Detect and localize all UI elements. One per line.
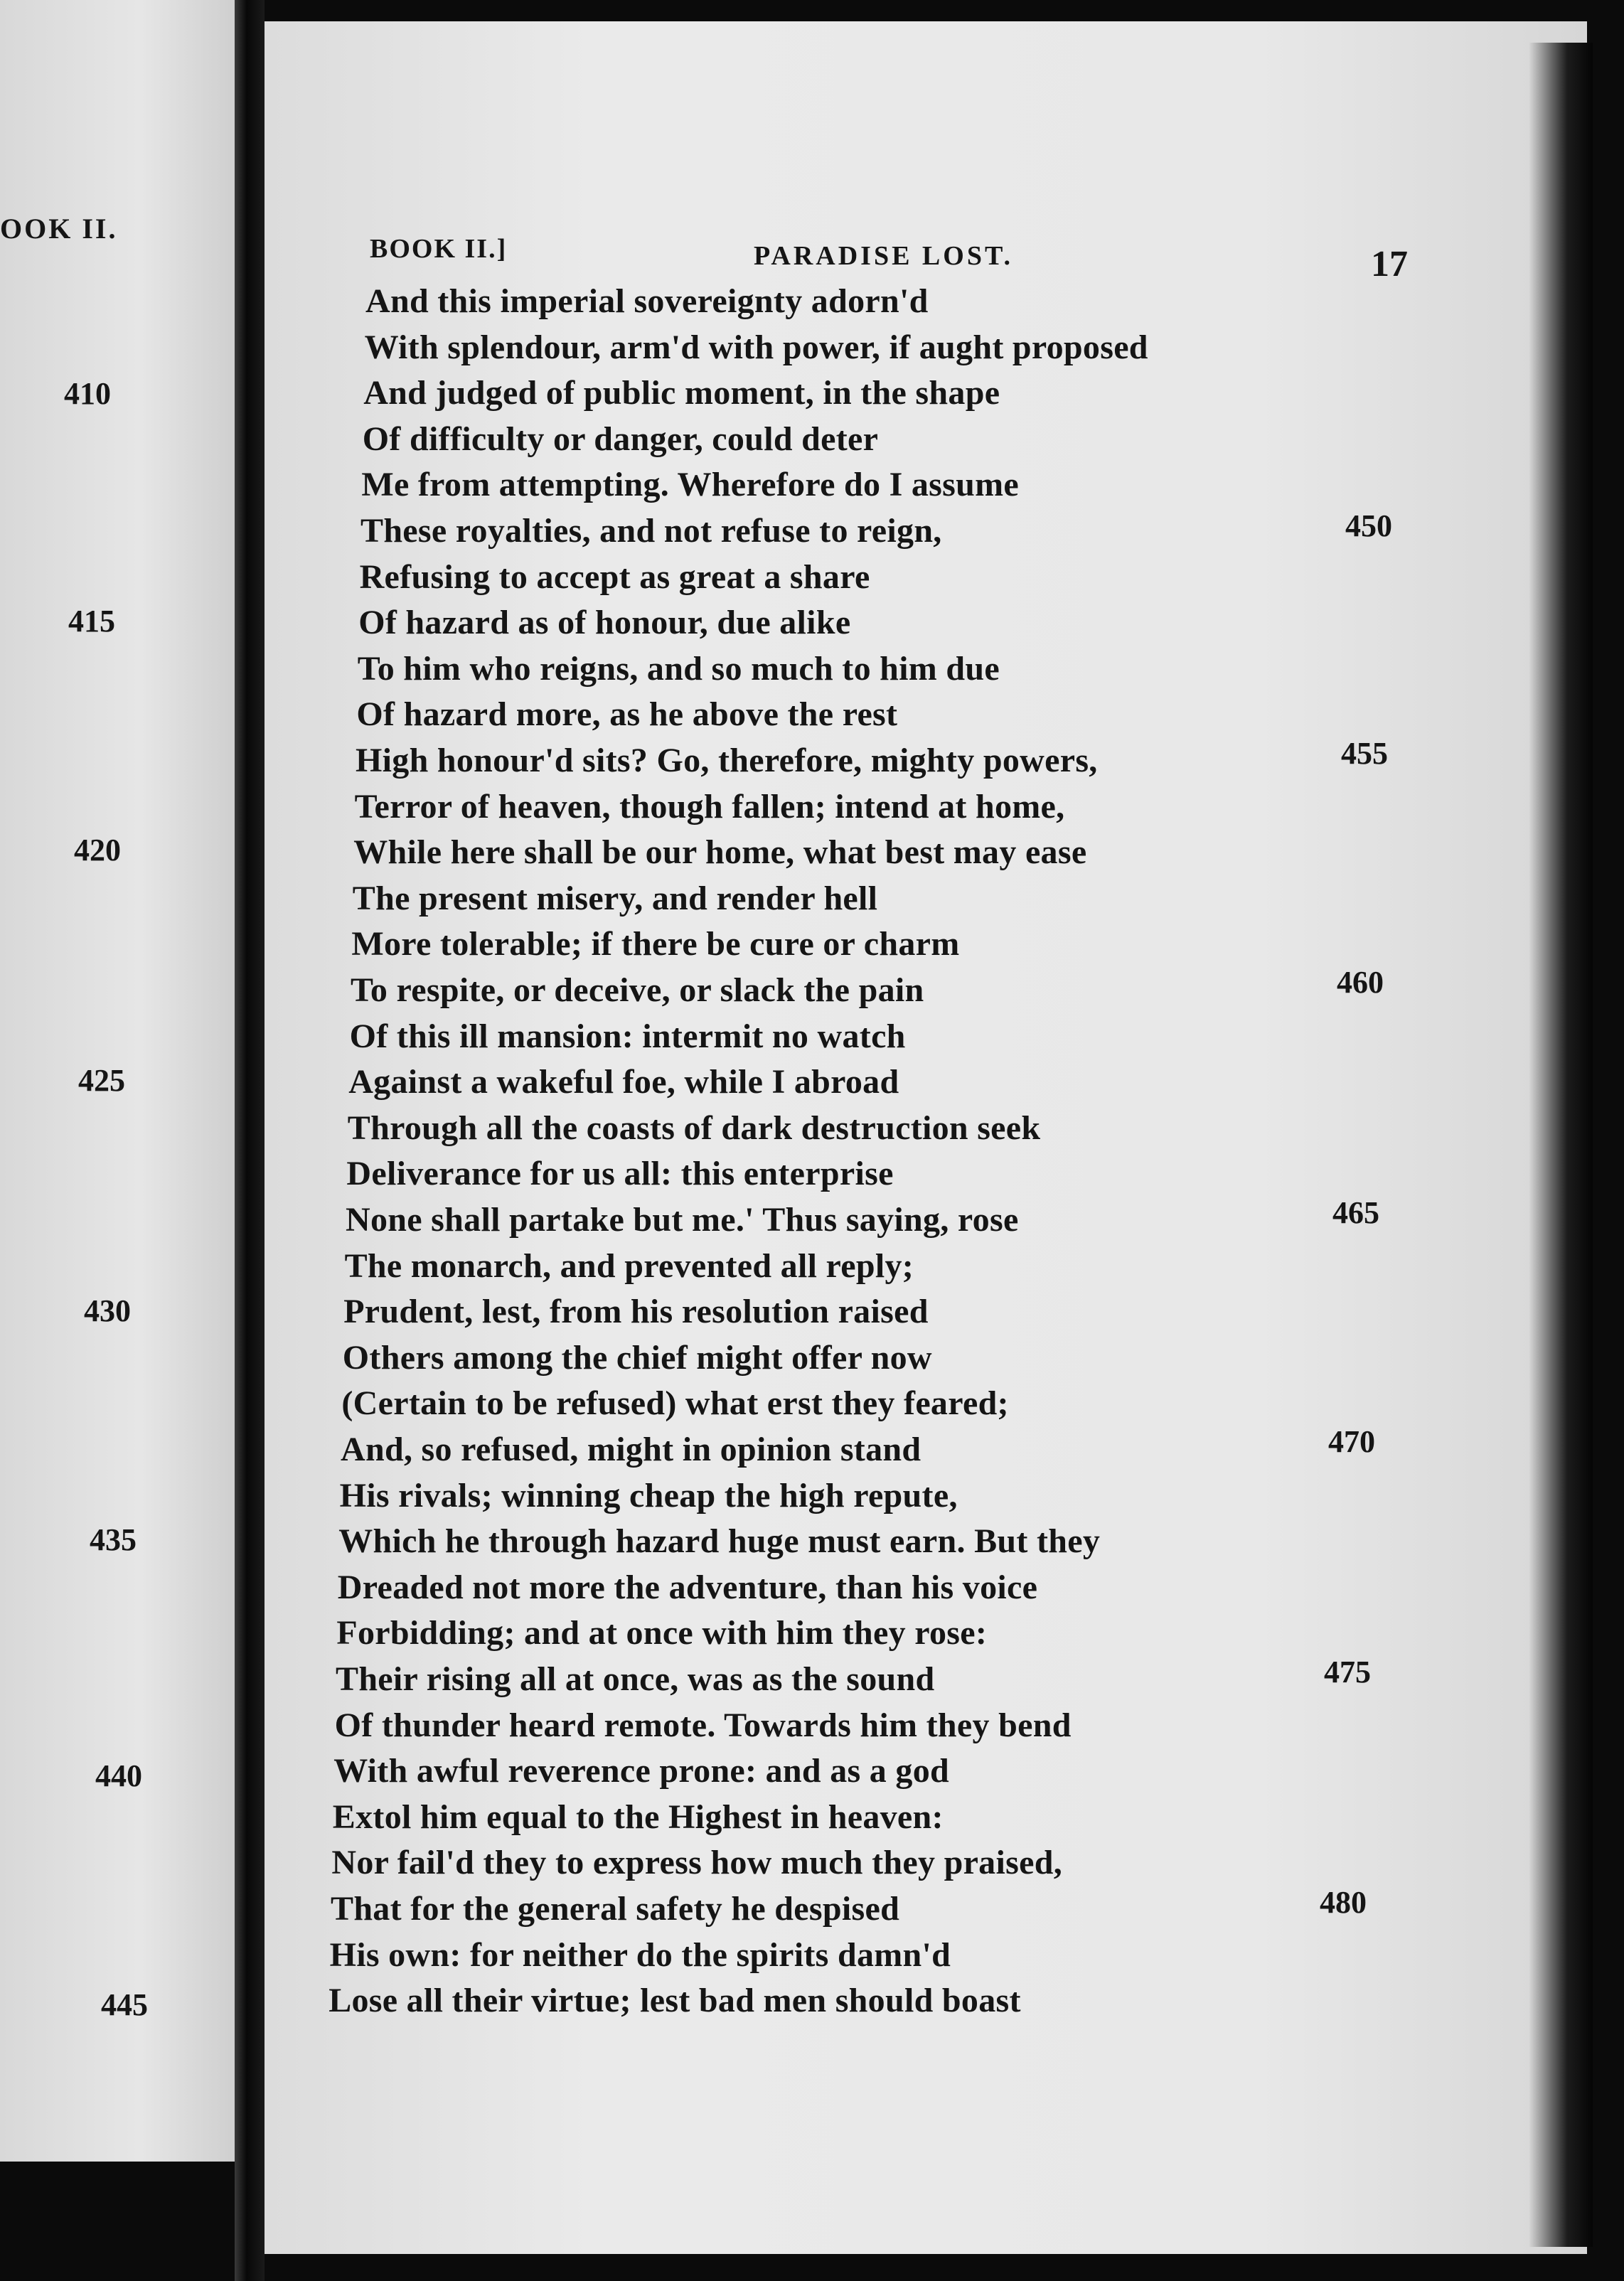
poem-line: More tolerable; if there be cure or charm	[351, 925, 960, 963]
left-line-number: 435	[90, 1522, 137, 1557]
book-gutter	[235, 0, 265, 2281]
poem-line: His own: for neither do the spirits damn'd	[329, 1935, 951, 1974]
left-running-head: OOK II.	[0, 213, 118, 245]
poem-line: Of difficulty or danger, could deter	[362, 420, 879, 458]
poem-line: Of this ill mansion: intermit no watch	[349, 1017, 906, 1055]
poem-line: Of hazard more, as he above the rest	[356, 695, 898, 734]
page-shadow-edge	[1529, 43, 1593, 2247]
poem-line: With awful reverence prone: and as a god	[333, 1752, 949, 1790]
poem-line: Me from attempting. Wherefore do I assume	[361, 466, 1019, 504]
poem-line: That for the general safety he despised	[331, 1890, 900, 1928]
poem-line: Forbidding; and at once with him they rose:	[336, 1614, 988, 1652]
poem-line: His rivals; winning cheap the high repute,	[339, 1476, 958, 1515]
poem-line: To him who reigns, and so much to him due	[357, 649, 1000, 688]
book-page	[265, 21, 1587, 2254]
left-line-number: 430	[84, 1293, 131, 1328]
poem-line: Prudent, lest, from his resolution raised	[343, 1293, 929, 1331]
poem-line: None shall partake but me.' Thus saying, rose	[346, 1201, 1019, 1239]
line-number: 465	[1332, 1195, 1379, 1230]
line-number: 460	[1337, 965, 1384, 1000]
poem-line: Nor fail'd they to express how much they praised,	[331, 1844, 1062, 1882]
poem-line: The monarch, and prevented all reply;	[344, 1246, 914, 1285]
left-line-number: 440	[95, 1758, 142, 1793]
poem-line: The present misery, and render hell	[352, 879, 878, 917]
left-line-number: 420	[74, 833, 121, 867]
poem-line: Of thunder heard remote. Towards him they bend	[334, 1706, 1072, 1744]
poem-line: (Certain to be refused) what erst they feared;	[341, 1384, 1009, 1423]
left-line-number: 445	[101, 1987, 148, 2022]
line-number: 470	[1328, 1424, 1375, 1459]
poem-line: Through all the coasts of dark destruction seek	[347, 1109, 1041, 1147]
poem-line: Terror of heaven, though fallen; intend at home,	[354, 787, 1065, 826]
left-line-number: 410	[64, 376, 111, 411]
poem-line: With splendour, arm'd with power, if aught proposed	[364, 328, 1148, 366]
poem-line: Extol him equal to the Highest in heaven:	[332, 1797, 944, 1836]
poem-line: Lose all their virtue; lest bad men should boast	[328, 1982, 1021, 2020]
poem-line: High honour'd sits? Go, therefore, mighty powers,	[356, 742, 1098, 779]
poem-line: Deliverance for us all: this enterprise	[346, 1155, 894, 1193]
line-number: 455	[1341, 736, 1388, 771]
poem-line: And judged of public moment, in the shape	[363, 374, 1000, 412]
poem-line: Others among the chief might offer now	[342, 1338, 932, 1377]
poem-line: And, so refused, might in opinion stand	[341, 1431, 921, 1468]
line-number: 475	[1324, 1655, 1371, 1689]
page-number: 17	[1371, 244, 1408, 284]
poem-line: Refusing to accept as great a share	[359, 557, 870, 596]
left-line-number: 415	[68, 604, 115, 639]
line-number: 450	[1345, 508, 1392, 543]
poem-line: Of hazard as of honour, due alike	[358, 604, 851, 642]
poem-line: To respite, or deceive, or slack the pain	[351, 971, 924, 1009]
poem-line: These royalties, and not refuse to reign,	[360, 512, 942, 550]
poem-line: Which he through hazard huge must earn. But they	[338, 1522, 1101, 1561]
poem-line: Against a wakeful foe, while I abroad	[348, 1063, 899, 1101]
poem-line: Their rising all at once, was as the sound	[336, 1660, 935, 1698]
left-page-fragment	[0, 0, 235, 2162]
left-line-number: 425	[78, 1063, 125, 1098]
running-head-book: BOOK II.]	[370, 234, 508, 264]
line-number: 480	[1320, 1885, 1367, 1920]
poem-line: Dreaded not more the adventure, than his voice	[337, 1568, 1038, 1606]
poem-line: While here shall be our home, what best may ease	[353, 833, 1087, 872]
poem-line: And this imperial sovereignty adorn'd	[365, 282, 929, 320]
running-head-title: PARADISE LOST.	[754, 241, 1013, 271]
